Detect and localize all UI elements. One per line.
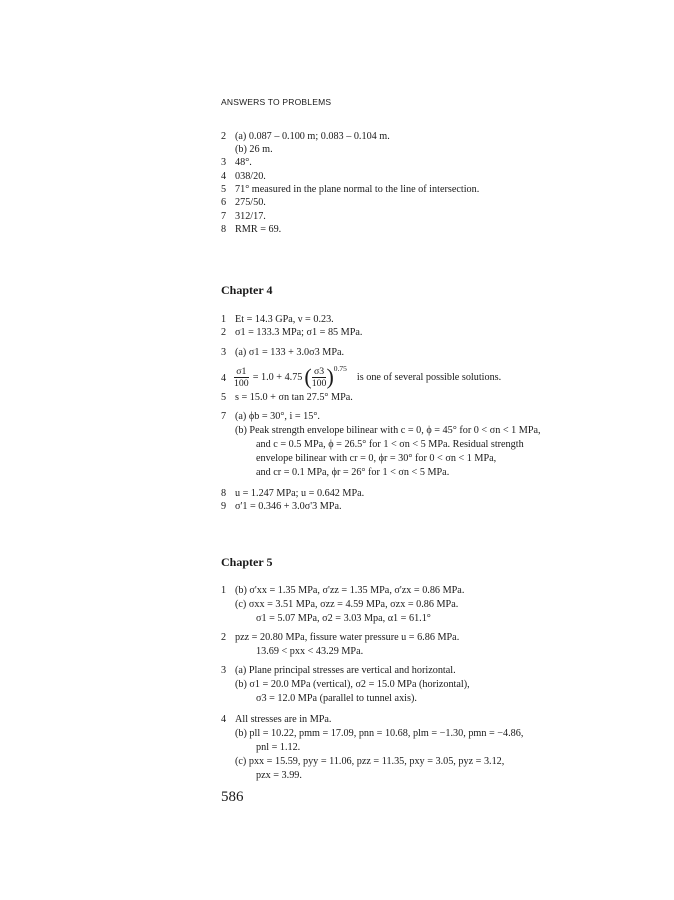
answer-text: u = 1.247 MPa; u = 0.642 MPa. [235, 488, 365, 499]
answer-number: 1 [221, 585, 227, 596]
answer-number: 7 [221, 211, 227, 222]
answer-text: σ1 = 133.3 MPa; σ1 = 85 MPa. [235, 327, 363, 338]
answer-text: and c = 0.5 MPa, ϕ = 26.5° for 1 < σn < 5 MPa. Residual strength [256, 439, 524, 450]
answer-text: (c) pxx = 15.59, pyy = 11.06, pzz = 11.35, pxy = 3.05, pyz = 3.12, [235, 756, 505, 767]
chapter-5-heading: Chapter 5 [221, 555, 273, 569]
chapter-4-heading: Chapter 4 [221, 283, 273, 297]
answer-text: (a) Plane principal stresses are vertical and horizontal. [235, 665, 456, 676]
answer-number: 8 [221, 488, 227, 499]
fraction-sigma3: $\frac{\sigma 3}{100}$ [311, 365, 327, 389]
fraction-sigma1: $\frac{\sigma 1}{100}$ [234, 365, 249, 389]
answer-number: 9 [221, 501, 227, 512]
answer-number: 1 [221, 314, 227, 325]
formula [234, 362, 501, 392]
answer-number: 7 [221, 411, 227, 422]
answer-number: 3 [221, 665, 227, 676]
answer-number: 5 [221, 392, 227, 403]
answer-text: 038/20. [235, 171, 266, 182]
answer-number: 2 [221, 632, 227, 643]
running-header: ANSWERS TO PROBLEMS [221, 97, 332, 107]
answer-text: σ'1 = 0.346 + 3.0σ'3 MPa. [235, 501, 342, 512]
answer-text: (b) σ'xx = 1.35 MPa, σ'zz = 1.35 MPa, σ'zx = 0.86 MPa. [235, 585, 465, 596]
answer-text: pnl = 1.12. [256, 742, 301, 753]
answer-text: σ1 = 5.07 MPa, σ2 = 3.03 Mpa, α1 = 61.1° [256, 613, 431, 624]
answer-text: 48°. [235, 157, 252, 168]
answer-text: 71° measured in the plane normal to the line of intersection. [235, 184, 480, 195]
open-paren: ( [304, 364, 312, 389]
answer-text: RMR = 69. [235, 224, 282, 235]
answer-text: (a) σ1 = 133 + 3.0σ3 MPa. [235, 347, 345, 358]
answer-text: 312/17. [235, 211, 266, 222]
answer-text: 275/50. [235, 197, 266, 208]
answer-number: 5 [221, 184, 227, 195]
answer-text: All stresses are in MPa. [235, 714, 332, 725]
answer-text: and cr = 0.1 MPa, ϕr = 26° for 1 < σn < 5 MPa. [256, 467, 450, 478]
answer-number: 2 [221, 327, 227, 338]
answer-text: pzz = 20.80 MPa, fissure water pressure u = 6.86 MPa. [235, 632, 460, 643]
answer-text: (b) σ1 = 20.0 MPa (vertical), σ2 = 15.0 MPa (horizontal), [235, 679, 470, 690]
page-number: 586 [221, 789, 244, 805]
answer-text: pzx = 3.99. [256, 770, 302, 781]
answer-number: 4 [221, 373, 227, 384]
answer-number: 2 [221, 131, 227, 142]
formula-tail: is one of several possible solutions. [356, 371, 502, 383]
answer-text: (b) pll = 10.22, pmm = 17.09, pnn = 10.68, plm = −1.30, pmn = −4.86, [235, 728, 524, 739]
answer-text: (c) σxx = 3.51 MPa, σzz = 4.59 MPa, σzx = 0.86 MPa. [235, 599, 459, 610]
answer-text: envelope bilinear with cr = 0, ϕr = 30° for 0 < σn < 1 MPa, [256, 453, 497, 464]
answer-number: 4 [221, 714, 227, 725]
answer-number: 3 [221, 347, 227, 358]
answer-number: 6 [221, 197, 227, 208]
answer-text: (b) Peak strength envelope bilinear with c = 0, ϕ = 45° for 0 < σn < 1 MPa, [235, 425, 541, 436]
answer-text: (b) 26 m. [235, 144, 273, 155]
answer-text: s = 15.0 + σn tan 27.5° MPa. [235, 392, 353, 403]
answer-number: 4 [221, 171, 227, 182]
answer-text: 13.69 < pxx < 43.29 MPa. [256, 646, 364, 657]
formula-middle: = 1.0 + 4.75 [252, 371, 303, 383]
answer-text: (a) ϕb = 30°, i = 15°. [235, 411, 320, 422]
exponent: 0.75 [333, 364, 347, 373]
answer-number: 8 [221, 224, 227, 235]
close-paren: ) [326, 364, 334, 389]
answer-text: σ3 = 12.0 MPa (parallel to tunnel axis). [256, 693, 417, 704]
answer-text: (a) 0.087 – 0.100 m; 0.083 – 0.104 m. [235, 131, 390, 142]
answer-text: Et = 14.3 GPa, ν = 0.23. [235, 314, 334, 325]
answer-number: 3 [221, 157, 227, 168]
